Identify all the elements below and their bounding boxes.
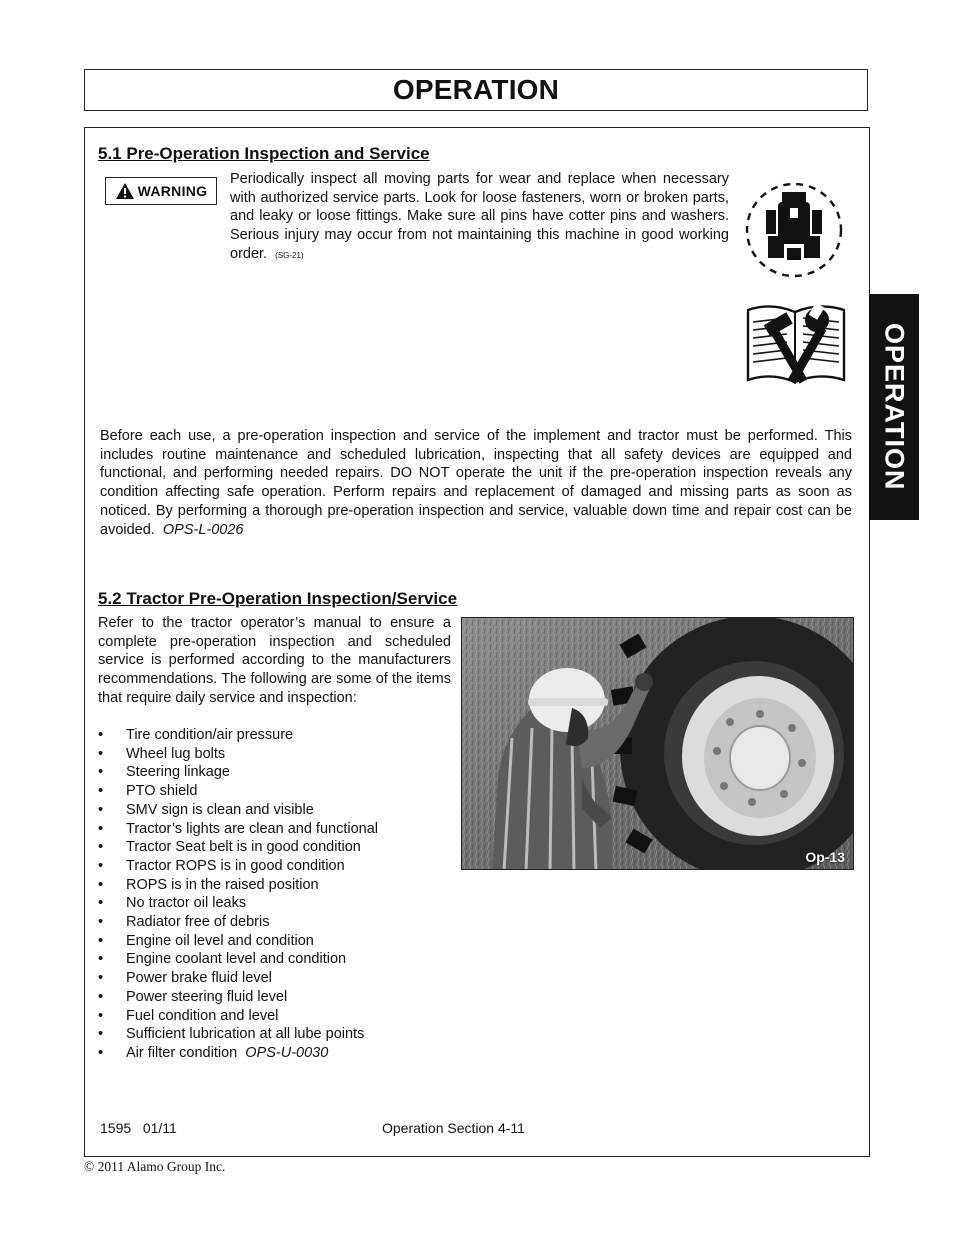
inspection-list [98,726,378,1063]
section1-body-code: OPS-L-0026 [162,521,244,538]
photo-illustration [462,618,854,870]
footer-section: Operation Section 4-11 [382,1120,525,1136]
section-title-5-2: 5.2 Tractor Pre-Operation Inspection/Service [98,589,458,608]
header-box [84,69,868,111]
list-item: • Power brake fluid level [98,970,272,987]
side-tab-label: OPERATION [879,323,910,491]
list-item: • Engine oil level and condition [98,932,314,949]
list-code: OPS-U-0030 [245,1044,329,1061]
section-title-5-1: 5.1 Pre-Operation Inspection and Service [98,144,430,163]
section1-body [100,427,852,539]
list-item: • Sufficient lubrication at all lube points [98,1026,365,1043]
tractor-circle-icon [742,180,846,280]
list-item: • No tractor oil leaks [98,895,247,912]
section2-intro: Refer to the tractor operator’s manual to ensure a complete pre-operation inspection and scheduled service is performed according to the manufacturers recommendations. The following are some of the items that require daily service and inspection: [98,615,451,706]
warning-code: (SG-21) [275,250,304,260]
list-item: • Tire condition/air pressure [98,727,294,743]
warning-label: WARNING [137,183,208,199]
warning-badge [105,177,217,205]
section1-body-text: Before each use, a pre-operation inspection and service of the implement and tractor must be performed. This includes routine maintenance and scheduled lubrication, inspecting that all safety devices are equipped and functional, and performing needed repairs. DO NOT operate the unit if the pre-operation inspection reveals any condition affecting safe operation. Perform repairs and replacement of damaged and missing parts as soon as noticed. By performing a thorough pre-operation inspection and service, valuable down time and repair cost can be avoided. [100,428,852,538]
list-item: • Power steering fluid level [98,988,288,1005]
warning-triangle-icon [115,182,135,200]
side-tab [869,294,919,520]
list-item: • Steering linkage [98,764,230,781]
photo-label: Op-13 [805,849,845,865]
list-item: • Radiator free of debris [98,914,270,931]
list-item: • Tractor Seat belt is in good condition [98,839,361,856]
manual-tools-icon [745,298,847,390]
list-item: • ROPS is in the raised position [98,876,319,893]
list-item: • SMV sign is clean and visible [98,801,314,818]
list-item: • Engine coolant level and condition [98,951,347,968]
footer-doc-number: 1595 [100,1120,132,1136]
list-item: • Air filter condition OPS-U-0030 [98,1044,329,1061]
list-item: • Tractor’s lights are clean and functional [98,820,379,837]
list-item: • Tractor ROPS is in good condition [98,857,345,874]
copyright: © 2011 Alamo Group Inc. [84,1159,226,1174]
tire-inspection-photo [461,617,854,870]
footer-doc-info [100,1120,177,1136]
warning-text-body: Periodically inspect all moving parts for wear and replace when necessary with authorized service parts. Look for loose fasteners, worn or broken parts, and leaky or loose fittings. Make sure all pins have cotter pins and washers. Serious injury may occur from not maintaining this machine in good working order. [230,171,729,262]
warning-text [230,170,729,266]
footer-date: 01/11 [142,1120,177,1136]
list-item: • Fuel condition and level [98,1007,279,1024]
list-item: • PTO shield [98,783,198,800]
list-item: • Wheel lug bolts [98,745,226,762]
page-title: OPERATION [392,74,560,105]
